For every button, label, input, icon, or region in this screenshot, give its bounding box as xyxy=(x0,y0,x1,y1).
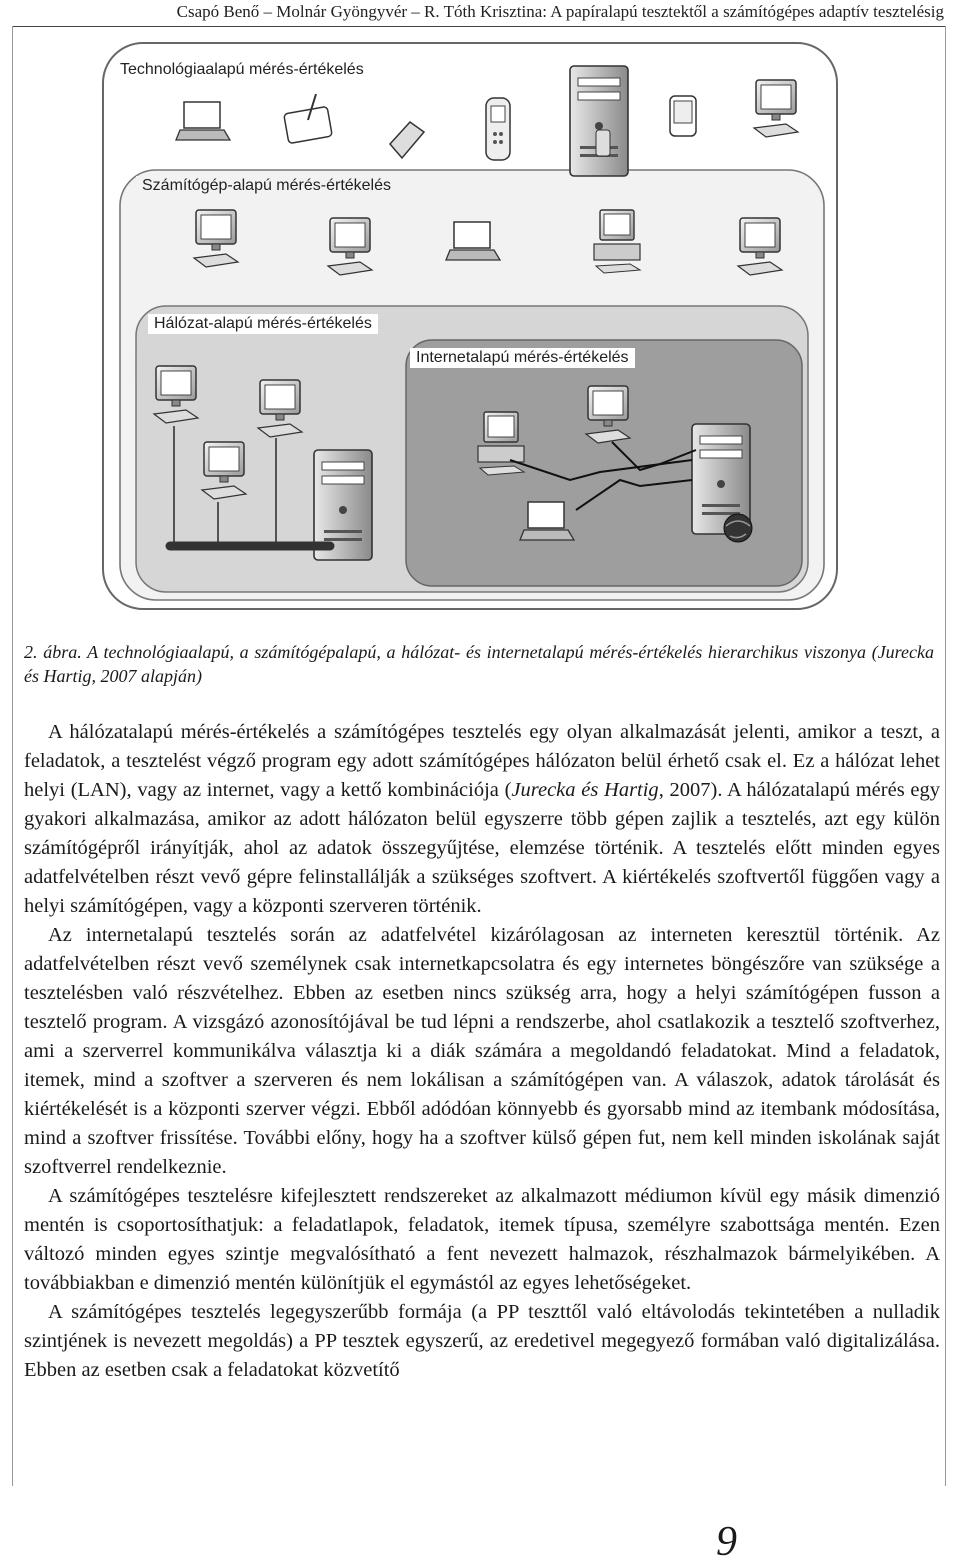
figure-caption: 2. ábra. A technológiaalapú, a számítógépalapú, a hálózat- és internetalapú mérés-értékelés hierarchikus viszonya (Jurecka és Hartig, 2007 alapján) xyxy=(24,642,934,686)
right-margin-rule xyxy=(945,26,946,1486)
paragraph-2: Az internetalapú tesztelés során az adatfelvétel kizárólagosan az interneten keresztül történik. Az adatfelvételben részt vevő személynek csak internetkapcsolatra és egy internetes böngészőre van szüksége a tesztelésben való részvételhez. Ebben az esetben nincs szükség arra, hogy a helyi számítógépen fusson a tesztelő program. A vizsgázó azonosítójával be tud lépni a rendszerbe, ahol csatlakozik a tesztelő szoftverhez, ami a szerverrel kommunikálva választja ki a diák számára a megoldandó feladatokat. Mind a feladatok, itemek, mind a szoftver a szerveren és nem lokálisan a számítógépen van. A válaszok, adatok tárolását és kiértékelését is a központi szerver végzi. Ebből adódóan könnyebb és gyorsabb mind az itembank módosítása, mind a szoftver frissítése. További előny, hogy ha a szoftver külső gépen fut, nem kell minden iskolának saját szoftverrel rendelkeznie. xyxy=(24,924,940,1178)
running-header: Csapó Benő – Molnár Gyöngyvér – R. Tóth Krisztina: A papíralapú tesztektől a számítógépes adaptív tesztelésig xyxy=(176,2,944,21)
header-rule xyxy=(12,26,946,27)
page-number: 9 xyxy=(716,1519,737,1565)
paragraph-3: A számítógépes tesztelésre kifejlesztett rendszereket az alkalmazott médiumon kívül egy másik dimenzió mentén is csoportosíthatjuk: a feladatlapok, feladatok, itemek típusa, személyre szabottsága mentén. Ezen változó minden egyes szintje megvalósítható a fent nevezett halmazok, részhalmazok bármelyikében. A továbbiakban e dimenzió mentén különítjük el egymástól az egyes lehetőségeket. xyxy=(24,1185,940,1294)
label-network-based: Hálózat-alapú mérés-értékelés xyxy=(148,314,378,334)
paragraph-1 xyxy=(24,718,940,921)
paragraph-1-text-b: , 2007). A hálózatalapú mérés egy gyakori alkalmazása, amikor az adott hálózaton belül egyszerre több gépen zajlik a tesztelés, azt egy külön számítógépről irányítják, ahol az adatok összegyűjtése, elemzése történik. A tesztelés előtt minden egyes adatfelvételben részt vevő gépre felinstallálják a szükséges szoftvert. A kiértékelés szoftvertől függően vagy a helyi számítógépen, vagy a központi szerveren történik. xyxy=(24,779,940,917)
label-computer-based: Számítógép-alapú mérés-értékelés xyxy=(136,176,397,196)
hierarchy-figure xyxy=(100,40,840,612)
paragraph-4: A számítógépes tesztelés legegyszerűbb formája (a PP teszttől való eltávolodás tekintetében a nulladik szintjének is nevezett megoldás) a PP tesztek egyszerű, az eredetivel megegyező formában való digitalizálása. Ebben az esetben csak a feladatokat közvetítő xyxy=(24,1301,940,1381)
label-technology-based: Technológiaalapú mérés-értékelés xyxy=(114,60,370,80)
body-text xyxy=(24,718,940,1385)
citation: Jurecka és Hartig xyxy=(511,779,659,801)
paragraph-1-text-a: A hálózatalapú mérés-értékelés a számítógépes tesztelés egy olyan alkalmazását jelenti, amikor a teszt, a feladatok, a tesztelést végző program egy adott számítógépes hálózaton belül érhető csak el. Ez a hálózat lehet helyi (LAN), vagy az internet, vagy a kettő kombinációja ( xyxy=(24,721,940,801)
left-margin-rule xyxy=(12,26,13,1486)
label-internet-based: Internetalapú mérés-értékelés xyxy=(410,348,635,368)
